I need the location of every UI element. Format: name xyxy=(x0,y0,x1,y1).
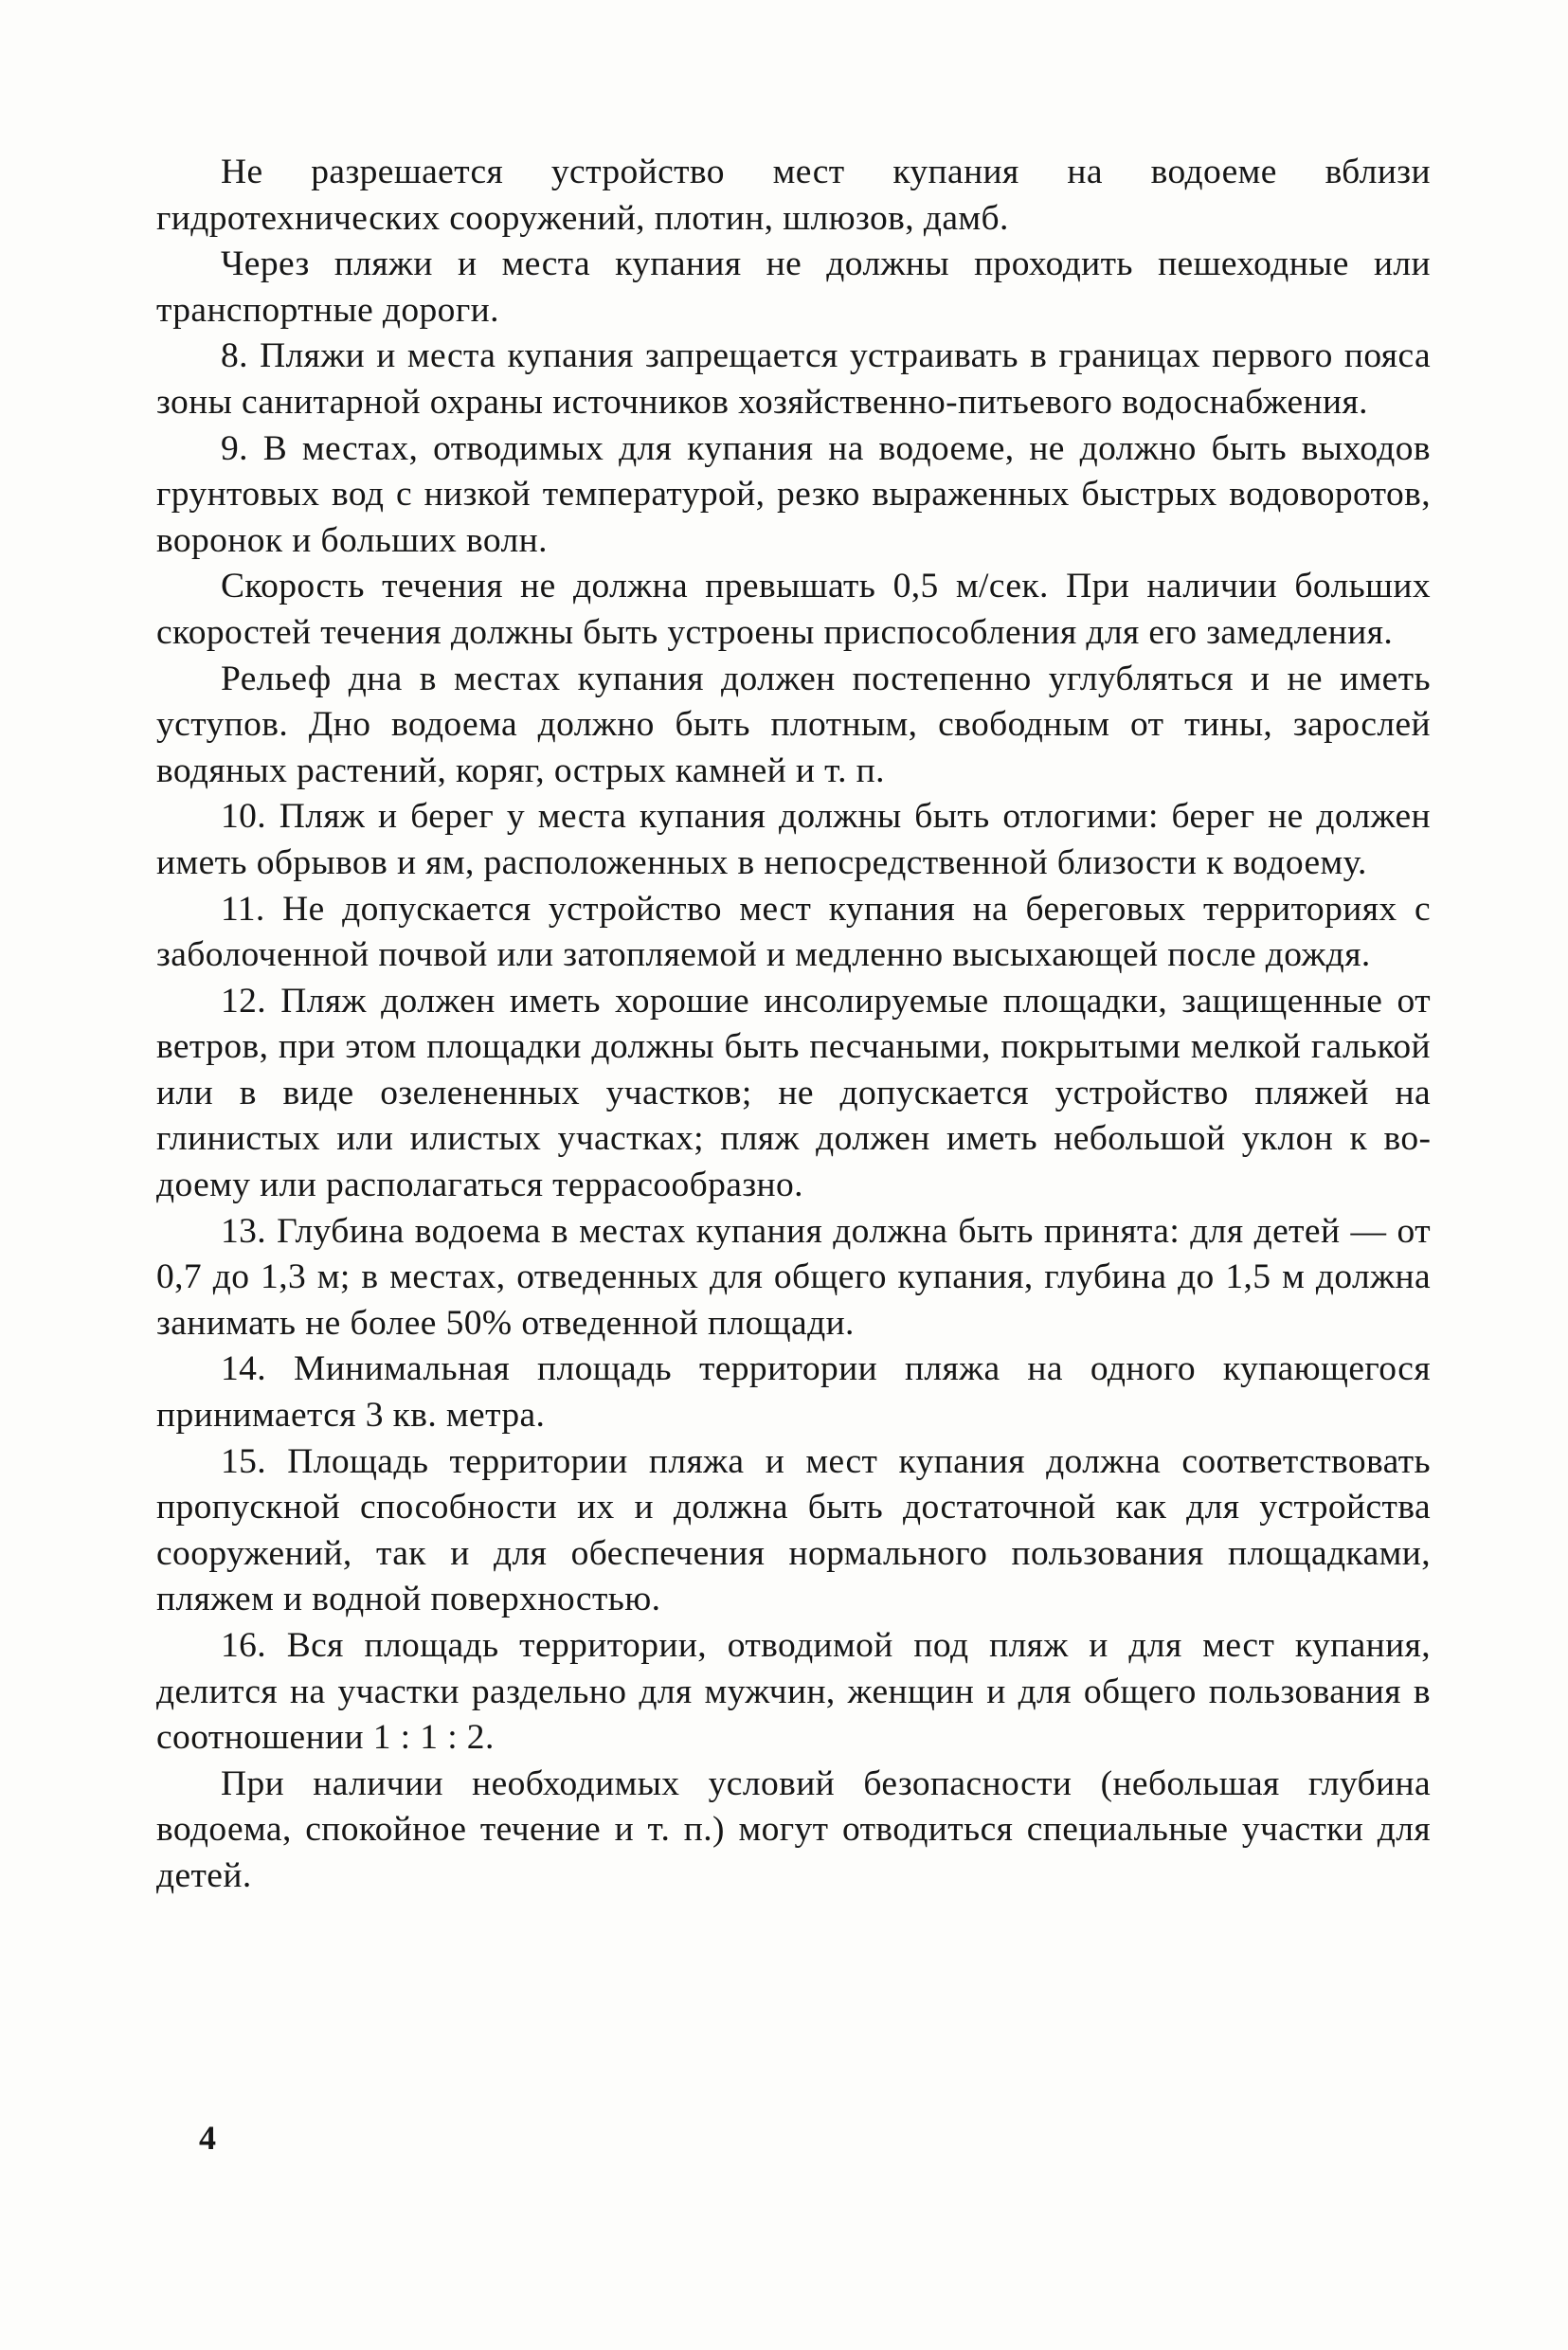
paragraph-item-16: 16. Вся площадь территории, отводимой под пляж и для мест купания, делится на участки раздельно для мужчин, женщин и для общего пользования в соотношении 1 : 1 : 2. xyxy=(156,1626,1431,1758)
paragraph-item-8: 8. Пляжи и места купания запрещается устраивать в границах первого пояса зоны санитарной охраны источников хозяйственно-питьевого водоснабжения. xyxy=(156,336,1431,422)
paragraph-current-speed: Скорость течения не должна превышать 0,5 м/сек. При наличии больших скоростей течения должны быть устроены приспособления для его замедления. xyxy=(156,567,1431,652)
body-text xyxy=(156,150,1431,1900)
paragraph-roads-through-beaches: Через пляжи и места купания не должны проходить пешеходные или транспортные дороги. xyxy=(156,244,1431,330)
paragraph-item-14: 14. Минимальная площадь территории пляжа на одного купающегося принимается 3 кв. метра. xyxy=(156,1349,1431,1436)
paragraph-item-11: 11. Не допускается устройство мест купания на береговых территориях с заболоченной почвой или затопляемой и медленно высыхающей после дождя. xyxy=(156,889,1431,975)
paragraph-children-areas: При наличии необходимых условий безопасности (небольшая глубина водоема, спокойное течение и т. п.) могут отводиться специальные участки для детей. xyxy=(156,1763,1431,1895)
paragraph-item-13: 13. Глубина водоема в местах купания должна быть принята: для детей — от 0,7 до 1,3 м; в местах, отведенных для общего купания, глубина до 1,5 м должна занимать не более 50% отведенной площади. xyxy=(156,1211,1431,1343)
paragraph-item-10: 10. Пляж и берег у места купания должны быть отлогими: берег не должен иметь обрывов и ям, расположенных в непосредственной близости к водоему. xyxy=(156,797,1431,882)
paragraph-item-12: 12. Пляж должен иметь хорошие инсолируемые площадки, защищенные от ветров, при этом площадки должны быть песчаными, покрытыми мелкой галькой или в виде озелененных участков; не допускается устройство пляжей на глинистых или илистых участках; пляж должен иметь небольшой уклон к водоему или располагаться террасообразно. xyxy=(156,981,1431,1205)
page-number: 4 xyxy=(199,2119,216,2157)
paragraph-item-15: 15. Площадь территории пляжа и мест купания должна соответствовать пропускной способности их и должна быть достаточной как для устройства сооружений, так и для обеспечения нормального пользования площадками, пляжем и водной поверхностью. xyxy=(156,1441,1431,1619)
paragraph-bottom-relief: Рельеф дна в местах купания должен постепенно углубляться и не иметь уступов. Дно водоема должно быть плотным, свободным от тины, зарослей водяных растений, коряг, острых камней и т. п. xyxy=(156,659,1431,790)
paragraph-bathing-near-structures: Не разрешается устройство мест купания на водоеме вблизи гидротехнических сооружений, плотин, шлюзов, дамб. xyxy=(156,153,1431,238)
paragraph-item-9: 9. В местах, отводимых для купания на водоеме, не должно быть выходов грунтовых вод с низкой температурой, резко выраженных быстрых водоворотов, воронок и больших волн. xyxy=(156,428,1431,560)
